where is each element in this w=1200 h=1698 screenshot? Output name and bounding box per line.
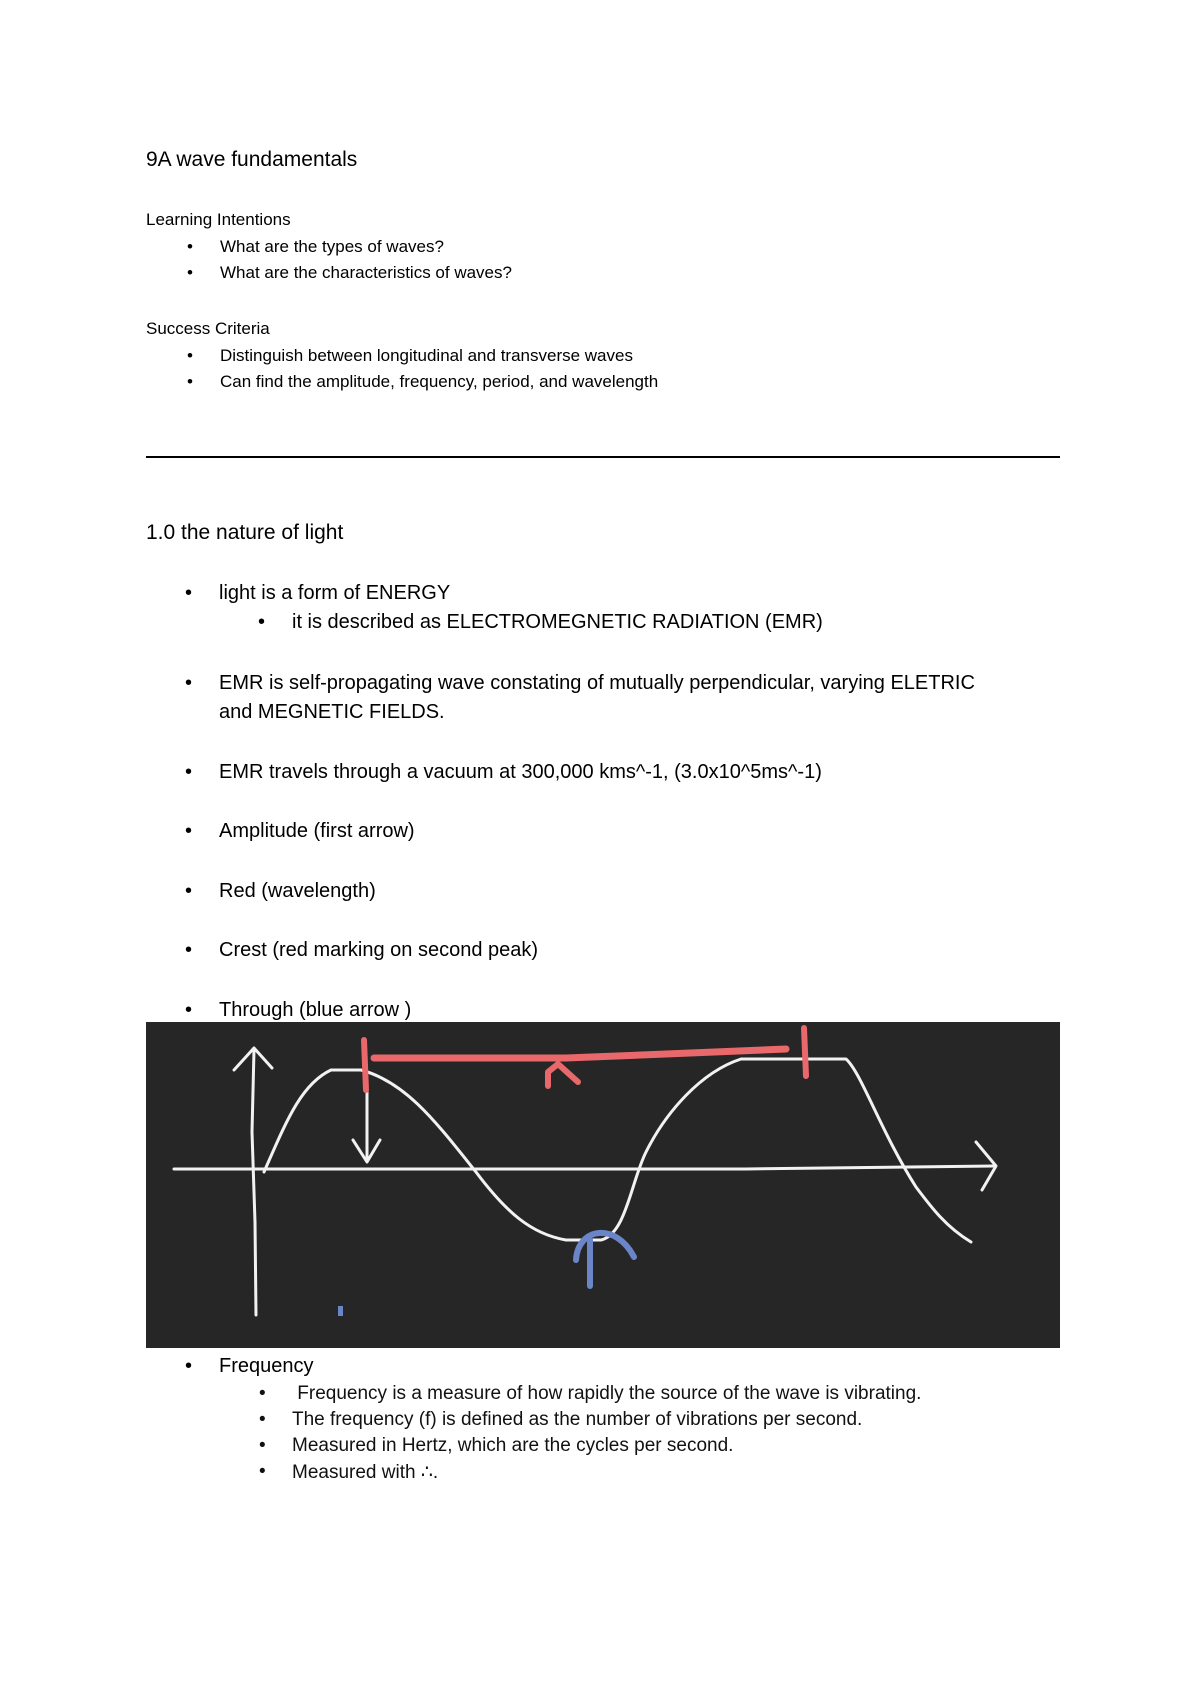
wave-diagram bbox=[146, 1022, 1060, 1348]
list-item-text: Distinguish between longitudinal and transverse waves bbox=[220, 346, 633, 365]
document-title: 9A wave fundamentals bbox=[146, 148, 358, 171]
list-item bbox=[259, 1409, 863, 1431]
bullet-icon: • bbox=[185, 999, 193, 1021]
wavelength-arrowhead bbox=[548, 1064, 578, 1086]
bullet-icon: • bbox=[259, 1461, 266, 1482]
list-item-text: EMR travels through a vacuum at 300,000 kms^-1, (3.0x10^5ms^-1) bbox=[219, 761, 822, 783]
list-item-text: light is a form of ENERGY bbox=[219, 582, 451, 604]
list-item bbox=[185, 999, 412, 1022]
list-item-text: Can find the amplitude, frequency, period, and wavelength bbox=[220, 372, 659, 391]
wavelength-start-tick bbox=[364, 1040, 366, 1090]
list-item bbox=[187, 372, 659, 392]
list-item bbox=[185, 761, 822, 784]
list-item bbox=[185, 880, 376, 903]
list-item bbox=[187, 237, 444, 257]
list-item-text: Frequency bbox=[219, 1355, 314, 1377]
list-item-continuation: and MEGNETIC FIELDS. bbox=[219, 701, 445, 723]
wave-drawing bbox=[146, 1022, 1060, 1348]
bullet-icon: • bbox=[185, 880, 193, 902]
list-item-text: What are the types of waves? bbox=[220, 237, 444, 256]
list-item bbox=[259, 1383, 922, 1405]
bullet-icon: • bbox=[187, 372, 193, 391]
bullet-icon: • bbox=[185, 761, 193, 783]
y-axis bbox=[252, 1050, 256, 1315]
bullet-icon: • bbox=[259, 1435, 266, 1456]
bullet-icon: • bbox=[187, 346, 193, 365]
list-item bbox=[185, 582, 451, 605]
bullet-icon: • bbox=[185, 582, 193, 604]
list-item bbox=[187, 346, 633, 366]
bullet-icon: • bbox=[185, 939, 193, 961]
bullet-icon: • bbox=[187, 237, 193, 256]
list-item-text: it is described as ELECTROMEGNETIC RADIATION (EMR) bbox=[292, 611, 823, 633]
list-item bbox=[185, 820, 415, 843]
bullet-icon: • bbox=[187, 263, 193, 282]
list-item-text: The frequency (f) is defined as the number of vibrations per second. bbox=[292, 1409, 863, 1430]
bullet-icon: • bbox=[185, 820, 193, 842]
list-item bbox=[187, 263, 512, 283]
list-item bbox=[185, 939, 539, 962]
list-item bbox=[258, 611, 823, 634]
list-item-text: Red (wavelength) bbox=[219, 880, 376, 902]
list-item-text: Amplitude (first arrow) bbox=[219, 820, 415, 842]
success-criteria-heading: Success Criteria bbox=[146, 319, 270, 338]
list-item bbox=[185, 672, 975, 695]
list-item-text: Through (blue arrow ) bbox=[219, 999, 412, 1021]
list-item-text: Crest (red marking on second peak) bbox=[219, 939, 539, 961]
bullet-icon: • bbox=[259, 1383, 266, 1404]
section-heading: 1.0 the nature of light bbox=[146, 521, 344, 544]
learning-intentions-heading: Learning Intentions bbox=[146, 210, 291, 229]
list-item-text: Measured with ∴. bbox=[292, 1462, 439, 1483]
crest-marker bbox=[804, 1028, 806, 1076]
blue-dot bbox=[338, 1306, 343, 1316]
list-item-text: Frequency is a measure of how rapidly the source of the wave is vibrating. bbox=[292, 1383, 922, 1404]
x-axis bbox=[174, 1166, 994, 1169]
horizontal-divider bbox=[146, 456, 1060, 458]
list-item-text: What are the characteristics of waves? bbox=[220, 263, 512, 282]
bullet-icon: • bbox=[258, 611, 266, 633]
list-item-text: Measured in Hertz, which are the cycles per second. bbox=[292, 1435, 734, 1456]
wavelength-line bbox=[374, 1049, 786, 1058]
list-item-text: EMR is self-propagating wave constating of mutually perpendicular, varying ELETRIC bbox=[219, 672, 975, 694]
bullet-icon: • bbox=[185, 672, 193, 694]
list-item bbox=[259, 1435, 734, 1457]
wave-curve bbox=[264, 1059, 971, 1242]
list-item bbox=[185, 1355, 314, 1378]
list-item bbox=[259, 1461, 439, 1484]
bullet-icon: • bbox=[259, 1409, 266, 1430]
bullet-icon: • bbox=[185, 1355, 193, 1377]
